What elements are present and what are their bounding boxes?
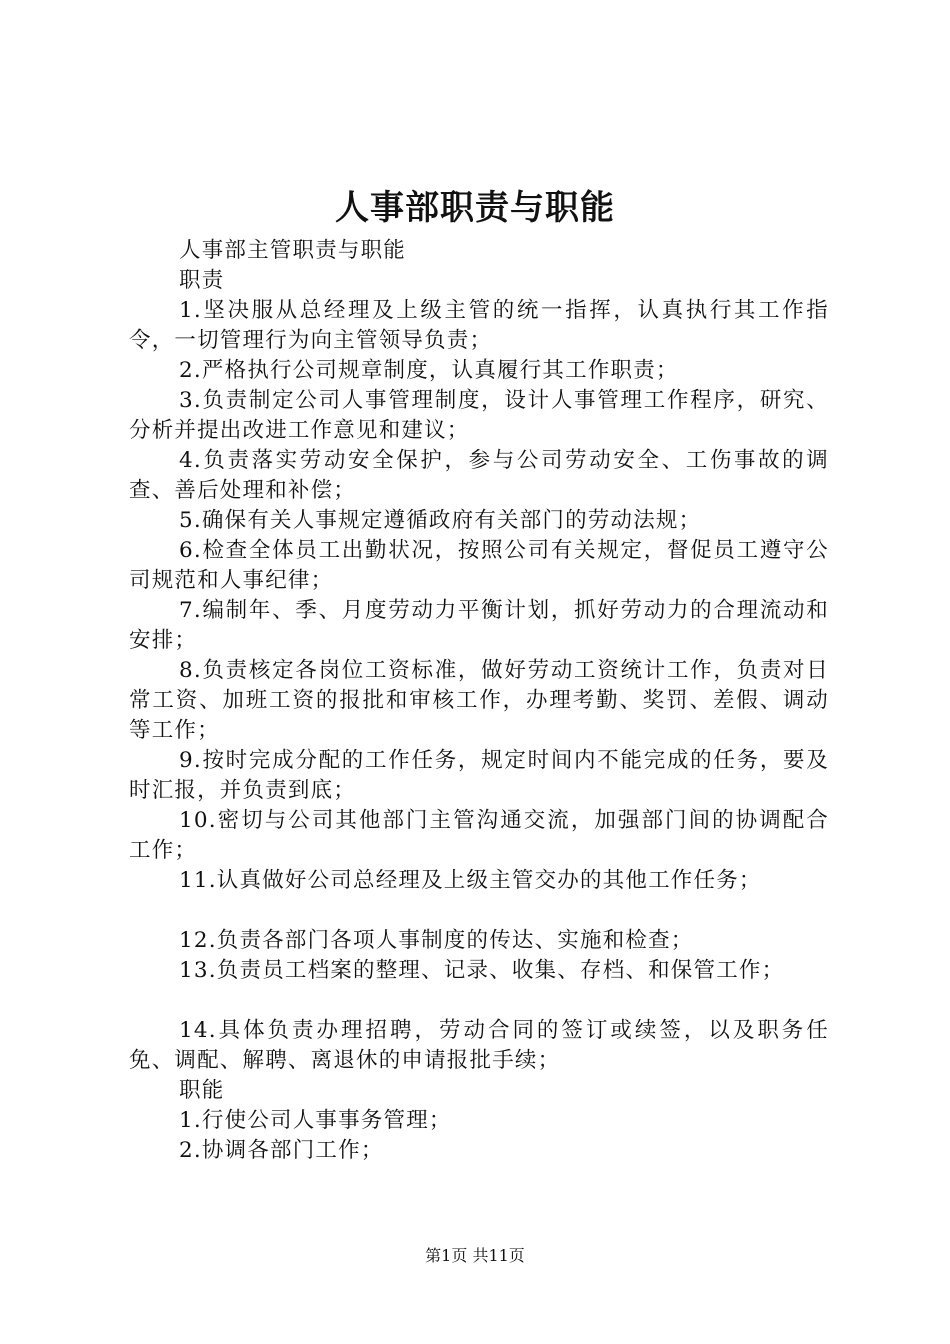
duty-item: 5.确保有关人事规定遵循政府有关部门的劳动法规； bbox=[179, 508, 702, 533]
duty-item: 8.负责核定各岗位工资标准，做好劳动工资统计工作，负责对日常工资、加班工资的报批和审核工作，办理考勤、奖罚、差假、调动等工作； bbox=[129, 658, 829, 743]
duty-item: 1.坚决服从总经理及上级主管的统一指挥，认真执行其工作指令，一切管理行为向主管领导负责； bbox=[129, 298, 829, 353]
page-footer: 第1页 共11页 bbox=[425, 1246, 525, 1265]
document-body bbox=[129, 236, 829, 1166]
duty-item: 11.认真做好公司总经理及上级主管交办的其他工作任务； bbox=[179, 868, 762, 893]
function-item: 1.行使公司人事事务管理； bbox=[179, 1108, 452, 1133]
duty-item: 2.严格执行公司规章制度，认真履行其工作职责； bbox=[179, 358, 679, 383]
section-subtitle: 人事部主管职责与职能 bbox=[179, 238, 407, 263]
duty-item: 4.负责落实劳动安全保护，参与公司劳动安全、工伤事故的调查、善后处理和补偿； bbox=[129, 448, 829, 503]
duty-item: 13.负责员工档案的整理、记录、收集、存档、和保管工作； bbox=[179, 958, 785, 983]
duty-item: 14.具体负责办理招聘，劳动合同的签订或续签，以及职务任免、调配、解聘、离退休的申请报批手续； bbox=[129, 1018, 829, 1073]
function-item: 2.协调各部门工作； bbox=[179, 1138, 384, 1163]
duty-item: 7.编制年、季、月度劳动力平衡计划，抓好劳动力的合理流动和安排； bbox=[129, 598, 829, 653]
document-title: 人事部职责与职能 bbox=[335, 188, 615, 228]
functions-heading: 职能 bbox=[179, 1078, 225, 1103]
duties-heading: 职责 bbox=[179, 268, 225, 293]
duty-item: 9.按时完成分配的工作任务，规定时间内不能完成的任务，要及时汇报，并负责到底； bbox=[129, 748, 829, 803]
duty-item: 3.负责制定公司人事管理制度，设计人事管理工作程序，研究、分析并提出改进工作意见和建议； bbox=[129, 388, 829, 443]
duty-item: 10.密切与公司其他部门主管沟通交流，加强部门间的协调配合工作； bbox=[129, 808, 829, 863]
duty-item: 6.检查全体员工出勤状况，按照公司有关规定，督促员工遵守公司规范和人事纪律； bbox=[129, 538, 829, 593]
duty-item: 12.负责各部门各项人事制度的传达、实施和检查； bbox=[179, 928, 694, 953]
